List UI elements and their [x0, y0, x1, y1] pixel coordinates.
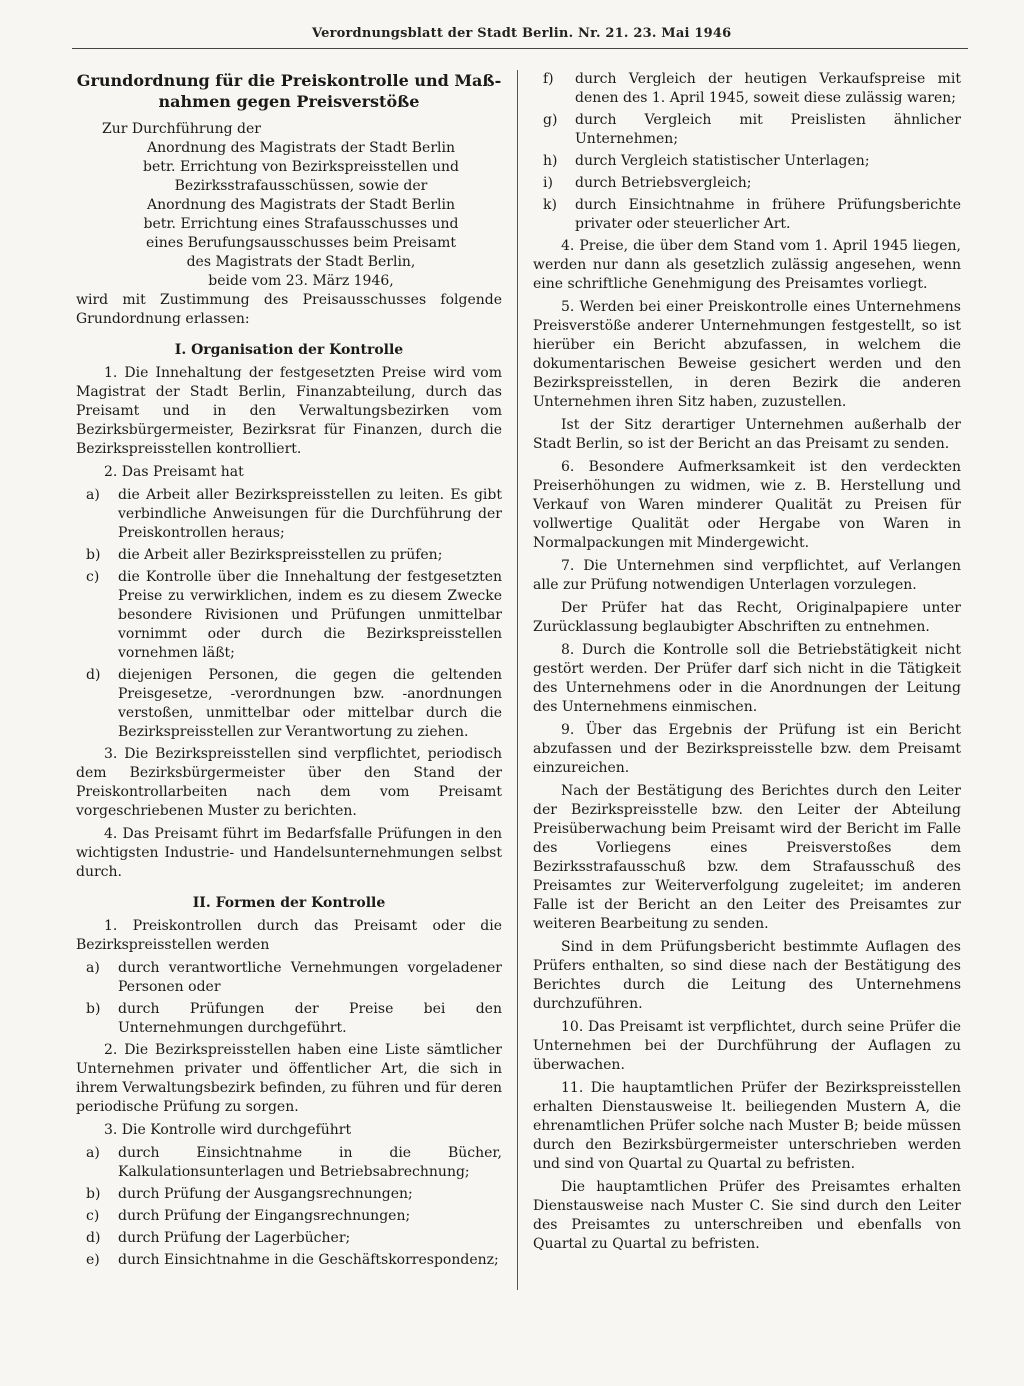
right-column [533, 70, 961, 1258]
item-label: f) [543, 71, 554, 87]
item-text: durch Prüfungen der Preise bei den Unternehmungen durchgeführt. [118, 1001, 502, 1036]
list-item [76, 1251, 502, 1270]
paragraph: 4. Das Preisamt führt im Bedarfsfalle Prüfungen in den wichtigsten Industrie- und Handelsunternehmungen selbst durch. [76, 826, 502, 880]
list-item [533, 111, 961, 149]
item-text: diejenigen Personen, die gegen die geltenden Preisgesetze, -verordnungen bzw. -anordnungen verstoßen, unmittelbar oder mittelbar durch die Bezirkspreisstellen zur Verantwortung zu ziehen. [118, 667, 502, 740]
paragraph: 3. Die Kontrolle wird durchgeführt [104, 1122, 352, 1138]
item-text: durch Prüfung der Eingangsrechnungen; [118, 1208, 411, 1224]
list-item [533, 196, 961, 234]
paragraph: 11. Die hauptamtlichen Prüfer der Bezirkspreisstellen erhalten Dienstausweise lt. beiliegenden Mustern A, die ehrenamtlichen Prüfer solche nach Muster B; beide müssen durch den Bezirksbürgermeister unterschrieben werden und sind von Quartal zu Quartal zu befristen. [533, 1080, 961, 1172]
section-heading-1: I. Organisation der Kontrolle [174, 342, 404, 358]
list-item [76, 1185, 502, 1204]
list-item [76, 1207, 502, 1226]
item-label: d) [86, 667, 101, 683]
title-line-1: Grundordnung für die Preiskontrolle und Maß- [76, 71, 502, 90]
intro-line: betr. Errichtung eines Strafausschusses und [143, 216, 459, 232]
item-label: a) [86, 960, 100, 976]
intro-line: betr. Errichtung von Bezirkspreisstellen und [143, 159, 459, 175]
paragraph: 9. Über das Ergebnis der Prüfung ist ein Bericht abzufassen und der Bezirkspreisstelle bzw. dem Preisamt einzureichen. [533, 722, 961, 776]
item-label: i) [543, 175, 553, 191]
item-text: die Arbeit aller Bezirkspreisstellen zu leiten. Es gibt verbindliche Anweisungen für die Durchführung der Preiskontrollen heraus; [118, 487, 502, 541]
item-text: die Arbeit aller Bezirkspreisstellen zu prüfen; [118, 547, 443, 563]
header-rule [72, 48, 968, 49]
paragraph: 4. Preise, die über dem Stand vom 1. April 1945 liegen, werden nur dann als gesetzlich zulässig angesehen, wenn eine schriftliche Genehmigung des Preisamtes vorliegt. [533, 238, 961, 292]
intro-end: wird mit Zustimmung des Preisausschusses folgende Grundordnung erlassen: [76, 292, 502, 327]
item-text: durch Betriebsvergleich; [575, 175, 752, 191]
paragraph: Sind in dem Prüfungsbericht bestimmte Auflagen des Prüfers enthalten, so sind diese nach der Bestätigung des Berichtes durch die Leitung des Unternehmens durchzuführen. [533, 939, 961, 1012]
paragraph: 2. Das Preisamt hat [104, 464, 244, 480]
intro-first: Zur Durchführung der [102, 121, 261, 137]
intro-line: eines Berufungsausschusses beim Preisamt [146, 235, 456, 251]
paragraph: 1. Preiskontrollen durch das Preisamt oder die Bezirkspreisstellen werden [76, 918, 502, 953]
item-label: c) [86, 1208, 100, 1224]
paragraph: Ist der Sitz derartiger Unternehmen außerhalb der Stadt Berlin, so ist der Bericht an das Preisamt zu senden. [533, 417, 961, 452]
left-column [76, 70, 502, 1273]
list-item [533, 174, 961, 193]
item-label: g) [543, 112, 558, 128]
paragraph: 7. Die Unternehmen sind verpflichtet, auf Verlangen alle zur Prüfung notwendigen Unterlagen vorzulegen. [533, 558, 961, 593]
item-label: a) [86, 487, 100, 503]
item-text: durch Prüfung der Lagerbücher; [118, 1230, 351, 1246]
title-line-2: nahmen gegen Preisverstöße [158, 92, 420, 111]
paragraph: 10. Das Preisamt ist verpflichtet, durch seine Prüfer die Unternehmen bei der Durchführung der Auflagen zu überwachen. [533, 1019, 961, 1073]
list-item [76, 959, 502, 997]
list-item [76, 1000, 502, 1038]
item-text: durch Einsichtnahme in die Bücher, Kalkulationsunterlagen und Betriebsabrechnung; [118, 1145, 502, 1180]
intro-line: Anordnung des Magistrats der Stadt Berlin [146, 197, 455, 213]
paragraph: 3. Die Bezirkspreisstellen sind verpflichtet, periodisch dem Bezirksbürgermeister über den Stand der Preiskontrollarbeiten nach dem vom Preisamt vorgeschriebenen Muster zu berichten. [76, 746, 502, 819]
intro-line: Bezirksstrafausschüssen, sowie der [174, 178, 428, 194]
item-text: durch Prüfung der Ausgangsrechnungen; [118, 1186, 413, 1202]
item-text: die Kontrolle über die Innehaltung der festgesetzten Preise zu verwirklichen, indem es zu diesem Zwecke besondere Rivisionen und Prüfungen unmittelbar vornimmt oder durch die Bezirkspreisstellen vornehmen läßt; [118, 569, 502, 661]
item-label: b) [86, 547, 101, 563]
list-item [76, 1229, 502, 1248]
item-text: durch Einsichtnahme in frühere Prüfungsberichte privater oder steuerlicher Art. [575, 197, 961, 232]
item-label: a) [86, 1145, 100, 1161]
item-text: durch Vergleich statistischer Unterlagen; [575, 153, 870, 169]
list-item [533, 152, 961, 171]
page-header: Verordnungsblatt der Stadt Berlin. Nr. 21. 23. Mai 1946 [312, 26, 732, 41]
paragraph: 5. Werden bei einer Preiskontrolle eines Unternehmens Preisverstöße anderer Unternehmungen festgestellt, so ist hierüber ein Bericht abzufassen, in welchem die dokumentarischen Beweise gesichert werden und den Bezirkspreisstellen, in deren Bezirk die anderen Unternehmen ihren Sitz haben, zuzustellen. [533, 299, 961, 410]
item-label: h) [543, 153, 558, 169]
intro-line: Anordnung des Magistrats der Stadt Berlin [146, 140, 455, 156]
intro-block [76, 139, 502, 291]
paragraph: 1. Die Innehaltung der festgesetzten Preise wird vom Magistrat der Stadt Berlin, Finanzabteilung, durch das Preisamt und in den Verwaltungsbezirken vom Bezirksbürgermeister, Bezirksrat für Finanzen, durch die Bezirkspreisstellen kontrolliert. [76, 365, 502, 457]
ordinance-title [76, 70, 502, 112]
list-item [76, 1144, 502, 1182]
item-label: b) [86, 1186, 101, 1202]
list-item [76, 486, 502, 543]
intro-line: des Magistrats der Stadt Berlin, [186, 254, 416, 270]
list-item [533, 70, 961, 108]
item-label: k) [543, 197, 557, 213]
paragraph: Der Prüfer hat das Recht, Originalpapiere unter Zurücklassung beglaubigter Abschriften zu entnehmen. [533, 600, 961, 635]
column-divider [517, 70, 518, 1290]
list-item [76, 666, 502, 742]
item-label: c) [86, 569, 100, 585]
item-label: d) [86, 1230, 101, 1246]
item-text: durch Einsichtnahme in die Geschäftskorrespondenz; [118, 1252, 499, 1268]
intro-line: beide vom 23. März 1946, [208, 273, 394, 289]
section-heading-2: II. Formen der Kontrolle [192, 895, 386, 911]
paragraph: Nach der Bestätigung des Berichtes durch den Leiter der Bezirkspreisstelle bzw. den Leiter der Abteilung Preisüberwachung beim Preisamt wird der Bericht im Falle des Vorliegens eines Preisverstoßes dem Bezirksstrafausschuß bzw. dem Strafausschuß des Preisamtes zur Weiterverfolgung zugeleitet; im anderen Falle ist der Bericht an den Leiter des Preisamtes zur weiteren Bearbeitung zu senden. [533, 783, 961, 932]
item-text: durch Vergleich mit Preislisten ähnlicher Unternehmen; [575, 112, 961, 147]
list-item [76, 568, 502, 663]
paragraph: Die hauptamtlichen Prüfer des Preisamtes erhalten Dienstausweise nach Muster C. Sie sind durch den Leiter des Preisamtes zu unterschreiben und ebenfalls von Quartal zu Quartal zu befristen. [533, 1179, 961, 1252]
paragraph: 6. Besondere Aufmerksamkeit ist den verdeckten Preiserhöhungen zu widmen, wie z. B. Herstellung und Verkauf von Waren minderer Qualität zu Preisen für vollwertige Qualität oder Hergabe von Waren in Normalpackungen mit Mindergewicht. [533, 459, 961, 551]
item-text: durch Vergleich der heutigen Verkaufspreise mit denen des 1. April 1945, soweit diese zulässig waren; [575, 71, 961, 106]
item-label: b) [86, 1001, 101, 1017]
paragraph: 8. Durch die Kontrolle soll die Betriebstätigkeit nicht gestört werden. Der Prüfer darf sich nicht in die Tätigkeit des Unternehmens oder in die Anordnungen der Leitung des Unternehmens einmischen. [533, 642, 961, 715]
list-item [76, 546, 502, 565]
item-text: durch verantwortliche Vernehmungen vorgeladener Personen oder [118, 960, 502, 995]
item-label: e) [86, 1252, 100, 1268]
paragraph: 2. Die Bezirkspreisstellen haben eine Liste sämtlicher Unternehmen privater und öffentlicher Art, die sich in ihrem Verwaltungsbezirk befinden, zu führen und für deren periodische Prüfung zu sorgen. [76, 1042, 502, 1115]
